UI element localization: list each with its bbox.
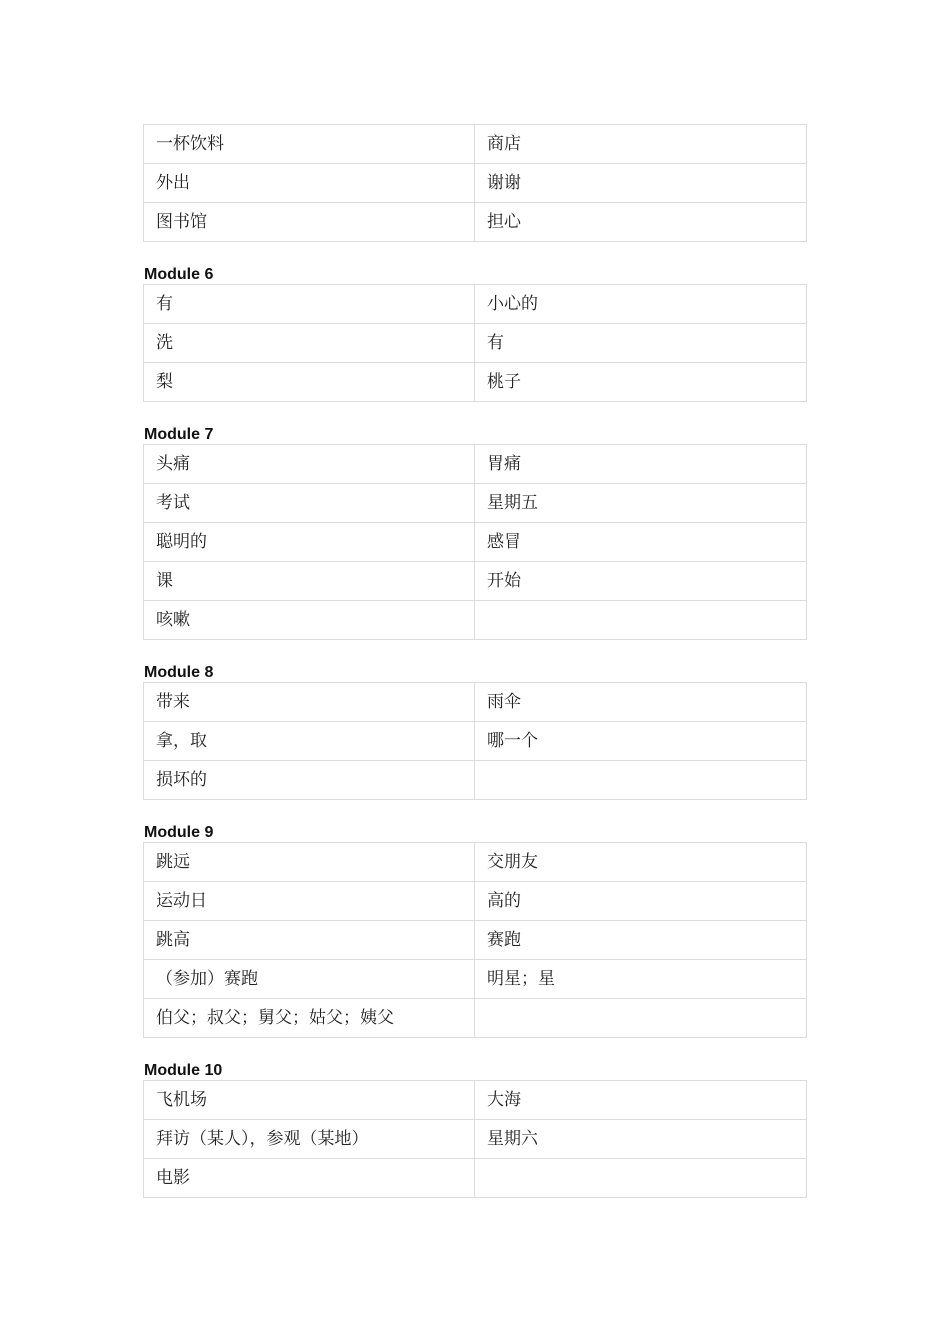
vocab-cell: 有 <box>475 324 807 363</box>
vocab-cell: 雨伞 <box>475 683 807 722</box>
vocab-cell: 损坏的 <box>144 761 475 800</box>
table-row <box>144 601 807 640</box>
vocab-cell: 担心 <box>475 203 807 242</box>
table-row <box>144 683 807 722</box>
vocab-cell: 哪一个 <box>475 722 807 761</box>
table-row <box>144 761 807 800</box>
vocab-cell: 拜访（某人），参观（某地） <box>144 1120 475 1159</box>
vocab-cell <box>475 999 807 1038</box>
table-row <box>144 1120 807 1159</box>
vocab-cell: 拿，取 <box>144 722 475 761</box>
vocab-cell: 赛跑 <box>475 921 807 960</box>
table-row <box>144 1081 807 1120</box>
vocab-cell: 聪明的 <box>144 523 475 562</box>
vocabulary-table <box>143 124 807 242</box>
vocab-cell: 梨 <box>144 363 475 402</box>
table-row <box>144 203 807 242</box>
vocabulary-table <box>143 284 807 402</box>
vocab-cell: 电影 <box>144 1159 475 1198</box>
vocab-cell: 商店 <box>475 125 807 164</box>
vocab-cell: 跳高 <box>144 921 475 960</box>
vocab-cell: （参加）赛跑 <box>144 960 475 999</box>
vocabulary-table <box>143 444 807 640</box>
vocab-cell: 运动日 <box>144 882 475 921</box>
vocab-cell: 图书馆 <box>144 203 475 242</box>
vocab-cell: 有 <box>144 285 475 324</box>
vocab-cell <box>475 601 807 640</box>
vocab-cell: 伯父；叔父；舅父；姑父；姨父 <box>144 999 475 1038</box>
table-row <box>144 960 807 999</box>
vocab-cell: 课 <box>144 562 475 601</box>
vocab-cell: 高的 <box>475 882 807 921</box>
table-row <box>144 285 807 324</box>
vocab-cell: 大海 <box>475 1081 807 1120</box>
vocab-cell: 开始 <box>475 562 807 601</box>
table-row <box>144 363 807 402</box>
vocab-cell: 跳远 <box>144 843 475 882</box>
table-row <box>144 882 807 921</box>
vocab-cell: 带来 <box>144 683 475 722</box>
module-heading: Module 10 <box>144 1062 223 1079</box>
vocab-cell: 感冒 <box>475 523 807 562</box>
module-heading: Module 9 <box>144 824 214 841</box>
vocab-cell: 星期六 <box>475 1120 807 1159</box>
table-row <box>144 484 807 523</box>
vocab-cell: 飞机场 <box>144 1081 475 1120</box>
vocab-cell: 头痛 <box>144 445 475 484</box>
vocab-cell: 星期五 <box>475 484 807 523</box>
table-row <box>144 921 807 960</box>
vocab-cell: 一杯饮料 <box>144 125 475 164</box>
table-row <box>144 999 807 1038</box>
table-row <box>144 562 807 601</box>
vocabulary-table <box>143 842 807 1038</box>
vocab-cell: 交朋友 <box>475 843 807 882</box>
table-row <box>144 445 807 484</box>
table-row <box>144 722 807 761</box>
vocab-cell: 桃子 <box>475 363 807 402</box>
module-heading: Module 6 <box>144 266 214 283</box>
table-row <box>144 324 807 363</box>
vocab-cell <box>475 761 807 800</box>
vocab-cell: 考试 <box>144 484 475 523</box>
vocab-cell: 外出 <box>144 164 475 203</box>
module-heading: Module 8 <box>144 664 214 681</box>
vocab-cell: 胃痛 <box>475 445 807 484</box>
vocab-cell: 明星；星 <box>475 960 807 999</box>
vocab-cell: 谢谢 <box>475 164 807 203</box>
table-row <box>144 1159 807 1198</box>
vocabulary-table <box>143 682 807 800</box>
vocabulary-table <box>143 1080 807 1198</box>
vocab-cell: 洗 <box>144 324 475 363</box>
vocab-cell: 咳嗽 <box>144 601 475 640</box>
vocab-cell <box>475 1159 807 1198</box>
table-row <box>144 843 807 882</box>
table-row <box>144 125 807 164</box>
table-row <box>144 523 807 562</box>
table-row <box>144 164 807 203</box>
module-heading: Module 7 <box>144 426 214 443</box>
vocab-cell: 小心的 <box>475 285 807 324</box>
vocabulary-document <box>143 124 806 1198</box>
